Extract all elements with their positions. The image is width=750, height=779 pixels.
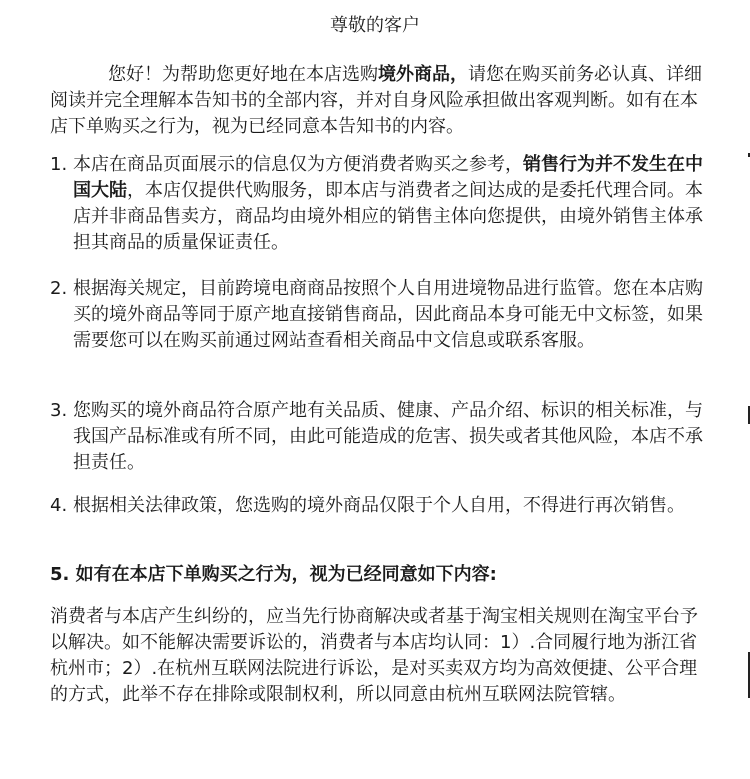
list-item-4 [50,493,705,519]
list-item-text [73,152,705,256]
list-item-number: 1. [50,154,68,175]
intro-paragraph [50,62,710,140]
item1-bold-text: 销售行为并不发生在中国大陆 [73,154,703,201]
intro-bold-text: 境外商品， [378,64,468,85]
list-item-1 [50,152,705,256]
list-item-text: 根据相关法律政策，您选购的境外商品仅限于个人自用，不得进行再次销售。 [73,495,685,516]
list-item-text: 您购买的境外商品符合原产地有关品质、健康、产品介绍、标识的相关标准，与我国产品标准或有所不同，由此可能造成的危害、损失或者其他风险，本店不承担责任。 [73,400,703,473]
list-item-text: 根据海关规定，目前跨境电商商品按照个人自用进境物品进行监管。您在本店购买的境外商品等同于原产地直接销售商品，因此商品本身可能无中文标签，如果需要您可以在购买前通过网站查看相关商品中文信息或联系客服。 [73,278,703,351]
item-5-heading: 5. 如有在本店下单购买之行为，视为已经同意如下内容: [50,564,497,585]
item1-text-1: 本店在商品页面展示的信息仅为方便消费者购买之参考， [73,154,523,175]
list-item-number: 2. [50,278,68,299]
list-item-3 [50,398,705,476]
list-item-number: 3. [50,400,68,421]
list-item-number: 4. [50,495,68,516]
intro-text-1: 您好！为帮助您更好地在本店选购 [108,64,378,85]
document-title: 尊敬的客户 [330,15,420,36]
item1-text-2: ，本店仅提供代购服务，即本店与消费者之间达成的是委托代理合同。本店并非商品售卖方，商品均由境外相应的销售主体向您提供，由境外销售主体承担其商品的质量保证责任。 [73,180,703,253]
list-item-2 [50,276,705,354]
intro-text-2: 请您在购买前务必认真、详细阅读并完全理解本告知书的全部内容，并对自身风险承担做出客观判断。如有在本店下单购买之行为，视为已经同意本告知书的内容。 [50,64,702,137]
final-paragraph: 消费者与本店产生纠纷的，应当先行协商解决或者基于淘宝相关规则在淘宝平台予以解决。如不能解决需要诉讼的，消费者与本店均认同：1）.合同履行地为浙江省杭州市；2）.在杭州互联网法院进行诉讼，是对买卖双方均为高效便捷、公平合理的方式，此举不存在排除或限制权利，所以同意由杭州互联网法院管辖。 [50,606,698,705]
